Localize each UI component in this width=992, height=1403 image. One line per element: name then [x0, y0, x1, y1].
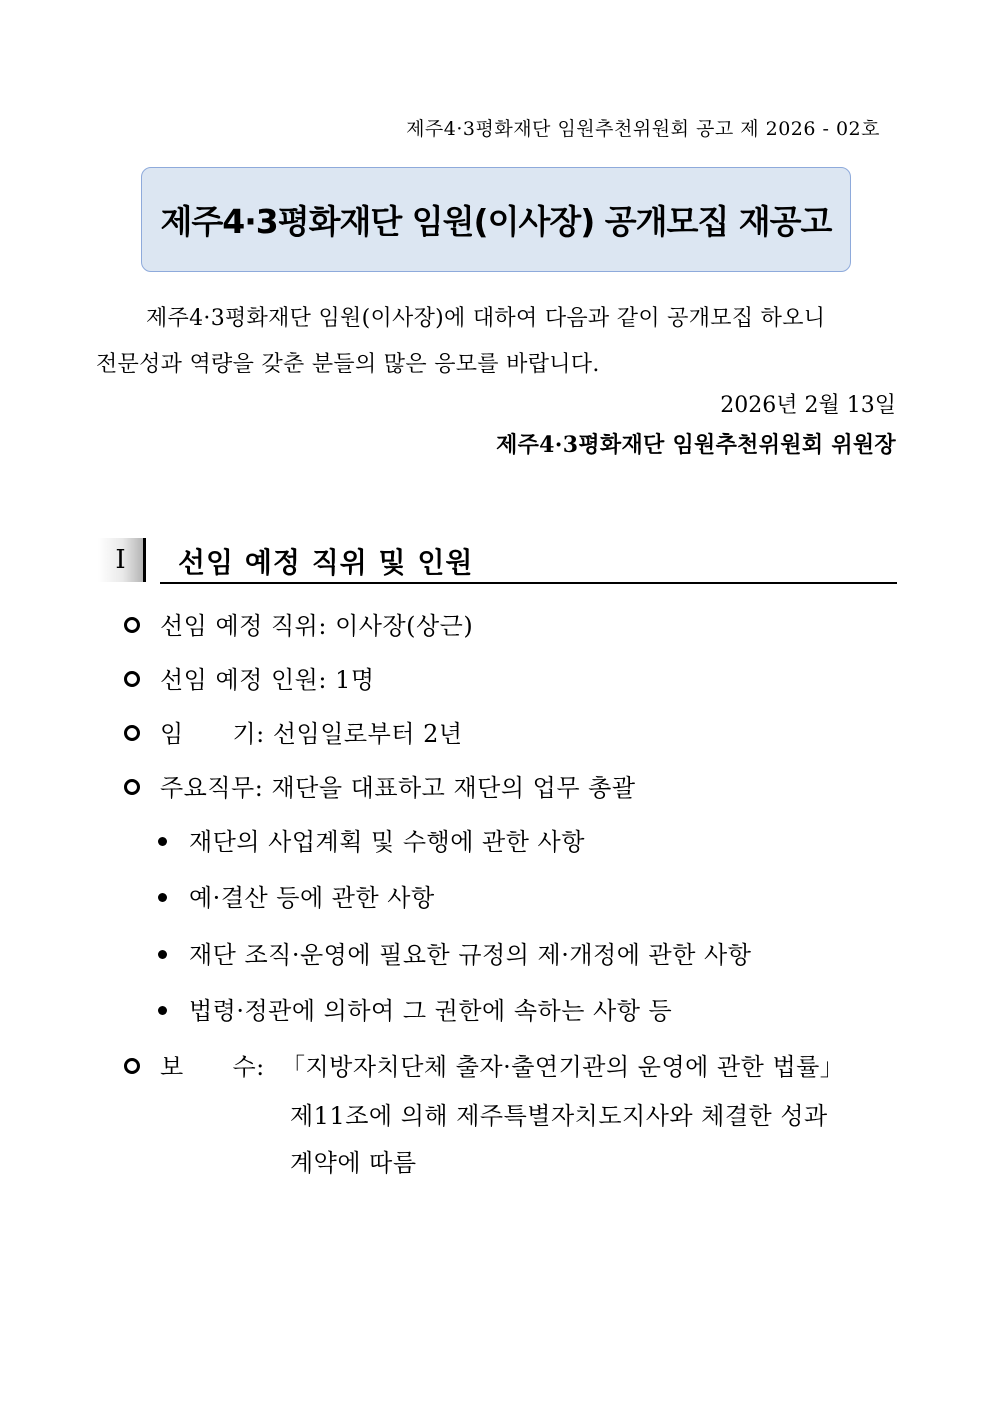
duty-item	[158, 822, 585, 857]
circle-bullet-icon	[124, 725, 140, 741]
list-item	[124, 660, 375, 695]
duty-text: 법령·정관에 의하여 그 권한에 속하는 사항 등	[189, 997, 673, 1025]
duty-text: 재단의 사업계획 및 수행에 관한 사항	[189, 828, 585, 856]
list-item	[124, 1047, 844, 1082]
intro-line: 제주4·3평화재단 임원(이사장)에 대하여 다음과 같이 공개모집 하오니	[146, 306, 826, 331]
section-title: 선임 예정 직위 및 인원	[178, 546, 474, 579]
dot-bullet-icon	[158, 950, 167, 959]
dot-bullet-icon	[158, 837, 167, 846]
item-text: 임 기: 선임일로부터 2년	[160, 720, 463, 748]
list-item	[124, 606, 473, 641]
duty-item	[158, 878, 435, 913]
item-text: 주요직무: 재단을 대표하고 재단의 업무 총괄	[160, 774, 636, 802]
document-title: 제주4·3평화재단 임원(이사장) 공개모집 재공고	[160, 202, 832, 241]
list-item	[124, 714, 463, 749]
section-underline	[160, 582, 897, 584]
signer: 제주4·3평화재단 임원추천위원회 위원장	[496, 432, 896, 458]
intro-line: 전문성과 역량을 갖춘 분들의 많은 응모를 바랍니다.	[96, 352, 600, 377]
duty-text: 재단 조직·운영에 필요한 규정의 제·개정에 관한 사항	[189, 941, 752, 969]
continuation-line: 제11조에 의해 제주특별자치도지사와 체결한 성과	[290, 1102, 828, 1130]
duty-item	[158, 935, 751, 970]
announcement-date: 2026년 2월 13일	[720, 393, 896, 418]
dot-bullet-icon	[158, 1006, 167, 1015]
duty-text: 예·결산 등에 관한 사항	[189, 884, 435, 912]
intro-paragraph	[96, 296, 896, 388]
circle-bullet-icon	[124, 617, 140, 633]
section-number: Ⅰ	[98, 538, 146, 582]
notice-number: 제주4·3평화재단 임원추천위원회 공고 제 2026 - 02호	[406, 118, 880, 140]
item-text: 선임 예정 직위: 이사장(상근)	[160, 612, 474, 640]
dot-bullet-icon	[158, 893, 167, 902]
circle-bullet-icon	[124, 1058, 140, 1074]
list-item	[124, 768, 636, 803]
continuation-line: 계약에 따름	[290, 1149, 417, 1177]
item-text: 보 수: 「지방자치단체 출자·출연기관의 운영에 관한 법률」	[160, 1053, 845, 1081]
circle-bullet-icon	[124, 671, 140, 687]
item-text: 선임 예정 인원: 1명	[160, 666, 375, 694]
duty-item	[158, 991, 672, 1026]
title-box	[141, 167, 851, 272]
circle-bullet-icon	[124, 779, 140, 795]
